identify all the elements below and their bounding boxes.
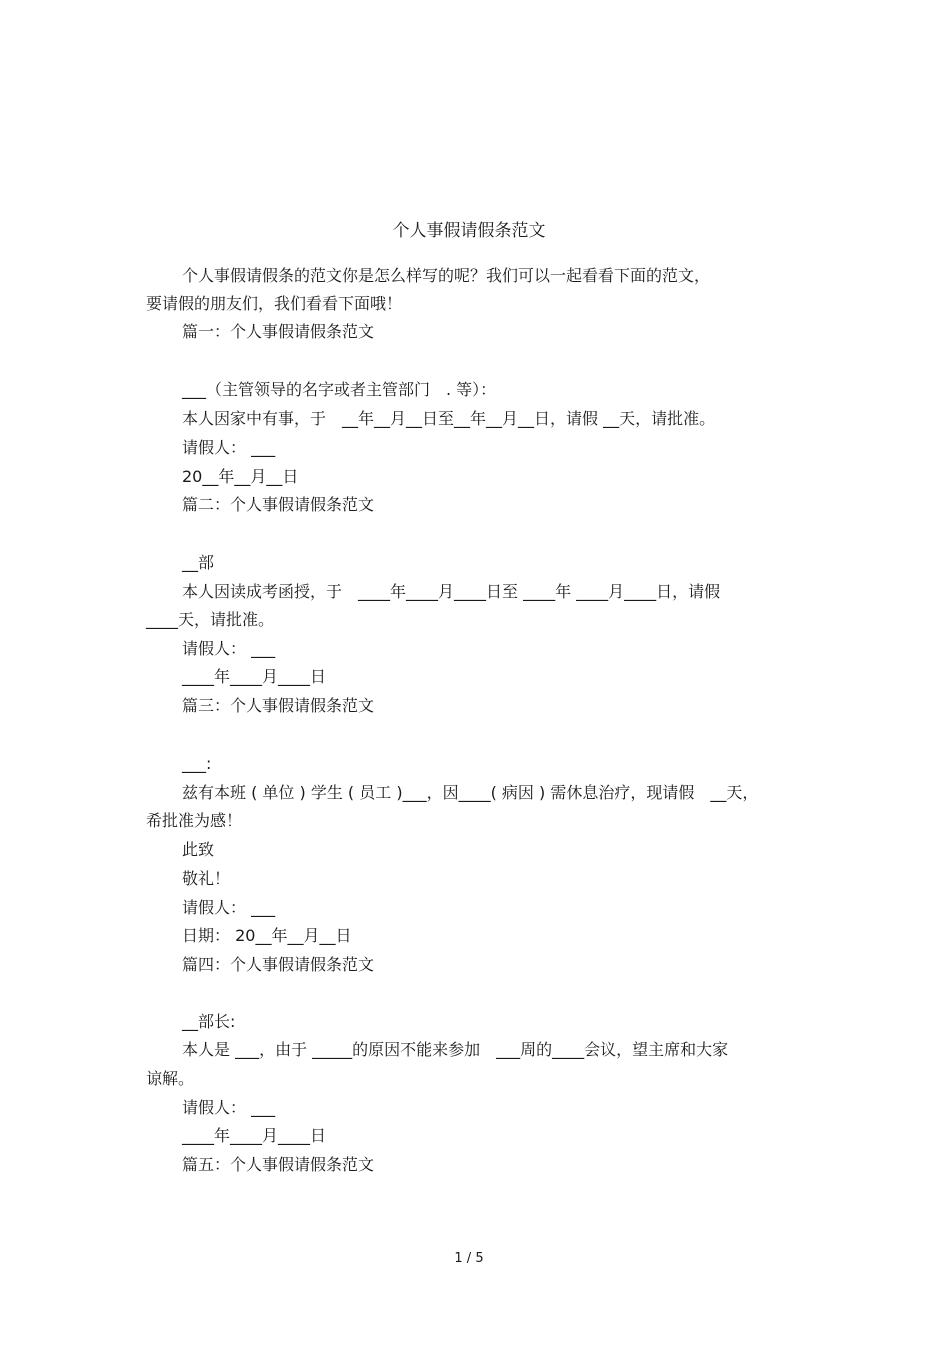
section-3-body-line-2: 希批准为感！ bbox=[146, 811, 243, 830]
section-3-date: 日期： 20__年__月__日 bbox=[182, 926, 352, 945]
section-1-salutation: ___（主管领导的名字或者主管部门 . 等）： bbox=[182, 380, 497, 399]
section-1-body: 本人因家中有事，于 __年__月__日至__年__月__日，请假 __天，请批准。 bbox=[182, 409, 716, 428]
section-3-closing-1: 此致 bbox=[182, 840, 215, 859]
section-2-body-line-1: 本人因读成考函授，于 ____年____月____日至 ____年 ____月____日，请假 bbox=[182, 582, 721, 601]
section-4-salutation: __部长: bbox=[182, 1012, 236, 1031]
section-5-heading: 篇五：个人事假请假条范文 bbox=[182, 1155, 375, 1174]
section-1-applicant: 请假人： ___ bbox=[182, 438, 276, 457]
section-3-body-line-1: 兹有本班 ( 单位 ) 学生 ( 员工 )___，因____( 病因 ) 需休息治疗，现请假 __天， bbox=[182, 783, 759, 802]
section-3-heading: 篇三：个人事假请假条范文 bbox=[182, 696, 375, 715]
page-indicator: 1 / 5 bbox=[454, 1251, 484, 1266]
section-4-body-line-2: 谅解。 bbox=[146, 1069, 195, 1088]
document-title: 个人事假请假条范文 bbox=[392, 221, 546, 241]
intro-paragraph-line-1: 个人事假请假条的范文你是怎么样写的呢？我们可以一起看看下面的范文， bbox=[182, 266, 711, 285]
section-3-closing-2: 敬礼！ bbox=[182, 869, 231, 888]
section-3-salutation: ___: bbox=[182, 754, 212, 773]
section-2-date: ____年____月____日 bbox=[182, 667, 327, 686]
section-1-heading: 篇一：个人事假请假条范文 bbox=[182, 322, 375, 341]
section-2-body-line-2: ____天，请批准。 bbox=[146, 610, 275, 629]
section-2-salutation: __部 bbox=[182, 553, 215, 572]
section-4-body-line-1: 本人是 ___，由于 _____的原因不能来参加 ___周的____会议，望主席和大家 bbox=[182, 1040, 729, 1059]
section-4-applicant: 请假人： ___ bbox=[182, 1098, 276, 1117]
section-2-applicant: 请假人： ___ bbox=[182, 639, 276, 658]
intro-paragraph-line-2: 要请假的朋友们，我们看看下面哦！ bbox=[146, 294, 403, 313]
section-3-applicant: 请假人： ___ bbox=[182, 898, 276, 917]
section-4-date: ____年____月____日 bbox=[182, 1126, 327, 1145]
section-1-date: 20__年__月__日 bbox=[182, 467, 299, 486]
section-4-heading: 篇四：个人事假请假条范文 bbox=[182, 955, 375, 974]
section-2-heading: 篇二：个人事假请假条范文 bbox=[182, 495, 375, 514]
